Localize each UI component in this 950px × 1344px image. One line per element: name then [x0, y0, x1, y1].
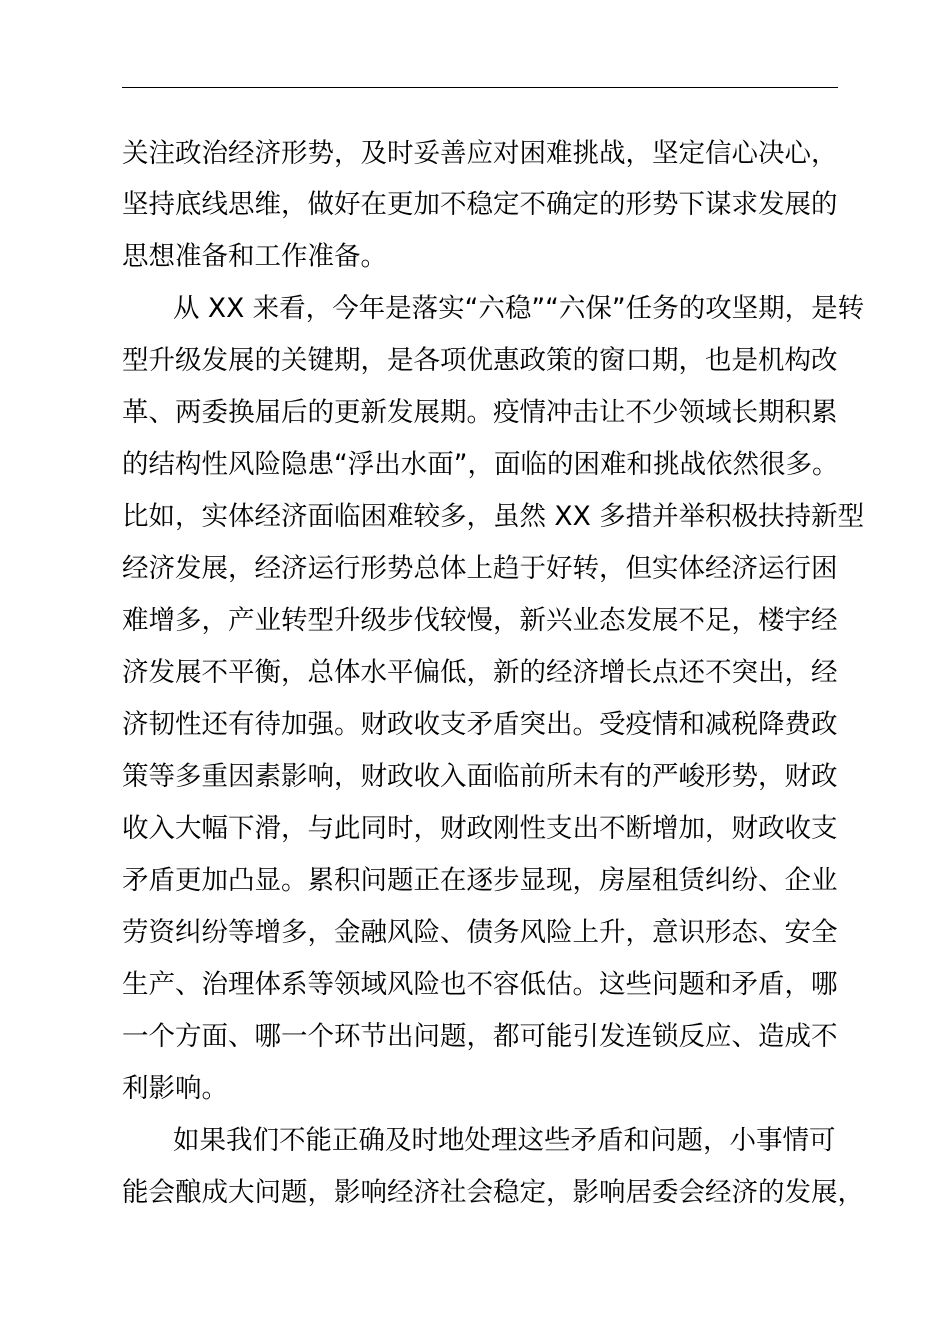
text-line: 济发展不平衡，总体水平偏低，新的经济增长点还不突出，经 [122, 657, 838, 688]
text-line: 坚持底线思维，做好在更加不稳定不确定的形势下谋求发展的 [122, 189, 838, 220]
paragraph-first-line: 从 XX 来看，今年是落实“六稳”“六保”任务的攻坚期，是转 [173, 293, 865, 324]
text-line: 比如，实体经济面临困难较多，虽然 XX 多措并举积极扶持新型 [122, 501, 865, 532]
text-line: 经济发展，经济运行形势总体上趋于好转，但实体经济运行困 [122, 553, 838, 584]
text-line: 策等多重因素影响，财政收入面临前所未有的严峻形势，财政 [122, 761, 838, 792]
text-line: 利影响。 [122, 1073, 228, 1104]
text-line: 收入大幅下滑，与此同时，财政刚性支出不断增加，财政收支 [122, 813, 838, 844]
text-line: 的结构性风险隐患“浮出水面”，面临的困难和挑战依然很多。 [122, 449, 839, 480]
text-line: 革、两委换届后的更新发展期。疫情冲击让不少领域长期积累 [122, 397, 838, 428]
text-line: 能会酿成大问题，影响经济社会稳定，影响居委会经济的发展， [122, 1177, 864, 1208]
text-line: 一个方面、哪一个环节出问题，都可能引发连锁反应、造成不 [122, 1021, 838, 1052]
text-line: 矛盾更加凸显。累积问题正在逐步显现，房屋租赁纠纷、企业 [122, 865, 838, 896]
text-line: 思想准备和工作准备。 [122, 241, 387, 272]
header-rule [122, 87, 838, 88]
text-line: 关注政治经济形势，及时妥善应对困难挑战，坚定信心决心， [122, 138, 838, 169]
text-line: 难增多，产业转型升级步伐较慢，新兴业态发展不足，楼宇经 [122, 605, 838, 636]
text-line: 型升级发展的关键期，是各项优惠政策的窗口期，也是机构改 [122, 345, 838, 376]
text-line: 生产、治理体系等领域风险也不容低估。这些问题和矛盾，哪 [122, 969, 838, 1000]
text-line: 劳资纠纷等增多，金融风险、债务风险上升，意识形态、安全 [122, 917, 838, 948]
paragraph-first-line: 如果我们不能正确及时地处理这些矛盾和问题，小事情可 [173, 1125, 836, 1156]
text-line: 济韧性还有待加强。财政收支矛盾突出。受疫情和减税降费政 [122, 709, 838, 740]
